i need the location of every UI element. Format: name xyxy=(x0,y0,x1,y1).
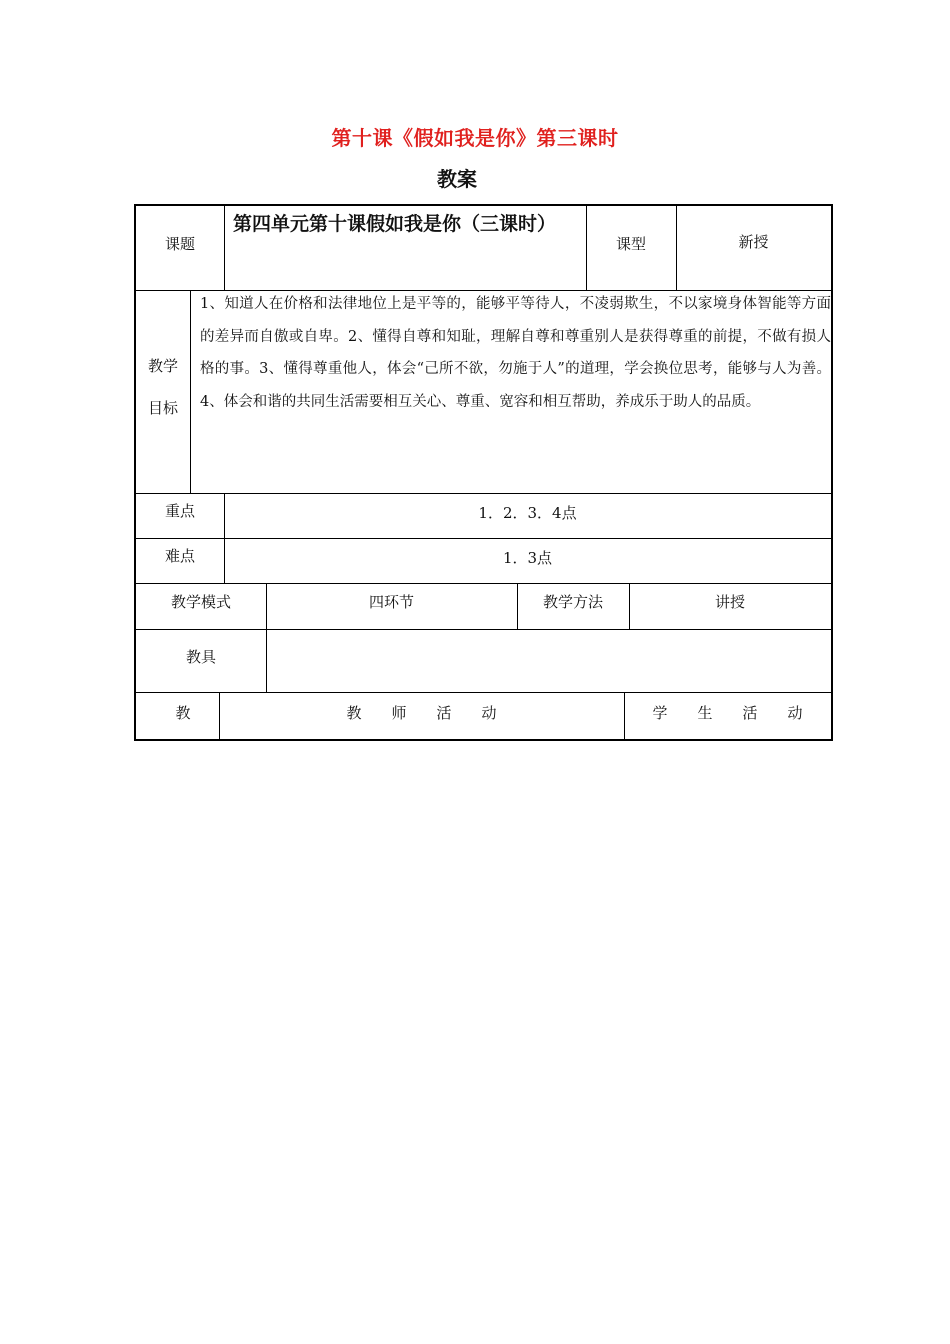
teaching-aids-label: 教具 xyxy=(185,648,216,666)
objectives-label-line2: 目标 xyxy=(147,399,178,417)
teaching-method-label: 教学方法 xyxy=(542,593,603,611)
row-divider xyxy=(136,629,831,630)
lesson-type: 新授 xyxy=(738,233,769,251)
teaching-objectives: 1、知道人在价格和法律地位上是平等的，能够平等待人，不凌弱欺生，不以家境身体智能等方面的差异而自傲或自卑。2、懂得自尊和知耻，理解自尊和尊重别人是获得尊重的前提，不做有损人格的事。3、懂得尊重他人，体会“己所不欲，勿施于人”的道理，学会换位思考，能够与人为善。4、体会和谐的共同生活需要相互关心、尊重、宽容和相互帮助，养成乐于助人的品质。 xyxy=(200,296,831,410)
document-subtitle: 教案 xyxy=(437,167,477,191)
topic-label: 课题 xyxy=(164,235,195,253)
document-title: 第十课《假如我是你》第三课时 xyxy=(331,126,619,150)
col-divider xyxy=(190,290,191,493)
lesson-type-label: 课型 xyxy=(615,235,646,253)
col-divider xyxy=(224,206,225,290)
student-activity-header: 学 生 活 动 xyxy=(652,704,803,722)
difficulties-label: 难点 xyxy=(164,547,195,565)
key-points: 1．2．3．4点 xyxy=(478,504,577,522)
teaching-mode: 四环节 xyxy=(368,593,414,611)
objectives-label-line1: 教学 xyxy=(147,357,178,375)
teaching-label: 教 xyxy=(175,704,191,722)
teaching-method: 讲授 xyxy=(714,593,745,611)
teacher-activity-header: 教 师 活 动 xyxy=(346,704,497,722)
row-divider xyxy=(136,583,831,584)
key-points-label: 重点 xyxy=(164,502,195,520)
lesson-plan-table xyxy=(134,204,833,741)
teaching-mode-label: 教学模式 xyxy=(170,593,231,611)
row-divider xyxy=(136,493,831,494)
row-divider xyxy=(136,692,831,693)
difficulties: 1．3点 xyxy=(502,549,553,567)
lesson-topic: 第四单元第十课假如我是你（三课时） xyxy=(233,213,557,235)
row-divider xyxy=(136,538,831,539)
